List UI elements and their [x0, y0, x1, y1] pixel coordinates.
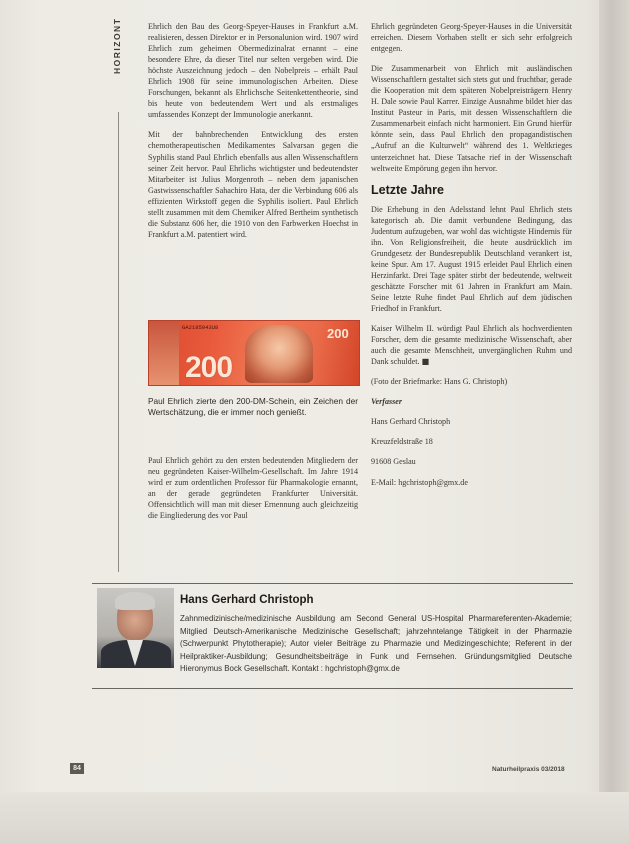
- author-email: E-Mail: hgchristoph@gmx.de: [371, 477, 468, 487]
- banknote-value: 200: [185, 351, 233, 384]
- banknote-value-corner: 200: [327, 326, 349, 341]
- photo-credit: (Foto der Briefmarke: Hans G. Christoph): [371, 377, 508, 387]
- paragraph: Die Zusammenarbeit von Ehrlich mit ausländischen Wissenschaftlern gestaltet sich stets gut und fruchtbar, gerade die Kooperation mit dem späteren Nobelpreisträgern Henry H. Dale sowie Paul Karrer. Einzige Ausnahme bildet hier das Institut Pasteur in Paris, mit dessen Wissenschaftlern die Zusammenarbeit einfach nicht harmoniert. Ein Grund hierfür könnte sein, dass Paul Ehrlich den propagandistischen „Aufruf an die Kulturwelt“ während des 1. Weltkrieges unterzeichnet hat. Diese Tatsache rief in der Wissenschaft weltweite Empörung gegen ihn hervor.: [371, 64, 572, 173]
- paragraph-text: Kaiser Wilhelm II. würdigt Paul Ehrlich als hochverdienten Forscher, dem die gesamte medizinische Wissenschaft, aber auch die gesamte Menschheit, unvergänglichen Ruhm und Dank schuldet.: [371, 324, 572, 367]
- bio-text: Zahnmedizinische/medizinische Ausbildung am Second General US-Hospital Pharmareferenten-Akademie; Mitglied Deutsch-Amerikanische Medizinische Gesellschaft; jahrzehntelange Tätigkeit in der Pharmazie (Schwerpunkt Phytotherapie); Autor vieler Beiträge zu Pharmazie und Medizingeschichte; Referent in der Heilpraktiker-Ausbildung; Gesundheitsbeiträge in Funk und Fernsehen. Gründungsmitglied Deutsche Hieronymus Bock Gesellschaft. Kontakt : hgchristoph@gmx.de: [180, 614, 572, 674]
- page-bottom-margin: [0, 792, 629, 843]
- image-caption: Paul Ehrlich zierte den 200-DM-Schein, ein Zeichen der Wertschätzung, die er immer noch genießt.: [148, 396, 358, 418]
- author-photo: [97, 588, 174, 668]
- article-column-right: [371, 21, 572, 497]
- article-column-left-continued: [148, 455, 358, 530]
- bio-rule-bottom: [92, 688, 573, 689]
- end-mark: ■: [421, 356, 430, 367]
- photo-hair: [115, 592, 155, 610]
- article-column-left: [148, 21, 358, 249]
- paragraph: Mit der bahnbrechenden Entwicklung des ersten chemotherapeutischen Medikamentes Salvarsan gegen die Syphilis stand Paul Ehrlich ebenfalls aus allen Wissenschaftlern seiner Zeit hervor. Paul Ehrlichs wichtigster und bedeutendster Mitarbeiter ist Julius Morgenroth – neben dem japanischen Gastwissenschaftler Sahachiro Hata, der die Verbindung 606 als effizienten Wirkstoff gegen die Syphilis isoliert. Paul Ehrlich stellt zusammen mit dem Chemiker Alfred Bertheim synthetisch die Substanz 606 her, die 1910 von den Farbwerken Hoechst in Frankfurt a.M. patentiert wird.: [148, 130, 358, 239]
- paragraph: Ehrlich gegründeten Georg-Speyer-Hauses in die Universität erreichen. Diesem Vorhaben stellt er sich sehr erfolgreich entgegen.: [371, 22, 572, 54]
- paragraph: Die Erhebung in den Adelsstand lehnt Paul Ehrlich stets kategorisch ab. Die damit verbundene Bedingung, das Judentum aufzugeben, war wohl das wichtigste Hindernis für ihn. Von Religionsfreiheit, die heute ausdrücklich im Grundgesetz der Bundesrepublik Deutschland verankert ist, keine Spur. Am 17. August 1915 erleidet Paul Ehrlich einen Herzinfarkt. Drei Tage später stirbt der bedeutende, weltweit geschätzte Forscher mit 61 Jahren in Frankfurt am Main. Seine letzte Ruhe findet Paul Ehrlich auf dem jüdischen Friedhof in Frankfurt.: [371, 204, 572, 314]
- banknote-serial: GA2185043U8: [182, 324, 219, 331]
- magazine-issue: Naturheilpraxis 03/2018: [492, 766, 565, 773]
- banknote-image: [148, 320, 360, 386]
- bio-name: Hans Gerhard Christoph: [180, 594, 314, 606]
- paragraph: [371, 323, 572, 367]
- bio-rule-top: [92, 583, 573, 584]
- section-heading: Letzte Jahre: [371, 182, 444, 197]
- section-rule: [118, 112, 119, 572]
- banknote-security-strip: [149, 321, 179, 385]
- banknote-portrait: [245, 325, 313, 383]
- author-street: Kreuzfeldstraße 18: [371, 437, 433, 447]
- author-city: 91608 Geslau: [371, 457, 416, 467]
- paragraph: Ehrlich den Bau des Georg-Speyer-Hauses in Frankfurt a.M. realisieren, dessen Direktor er in Personalunion wird. 1907 wird Ehrlich zum geheimen Obermedizinalrat ernannt – eine besondere Ehre, da dieser Titel nur selten vergeben wird. Die höchste Auszeichnung jedoch – den Nobelpreis – erhält Paul Ehrlich 1908 für seine immunologischen Arbeiten. Diese Forschungen, bekannt als Ehrlichsche Seitenkettentheorie, sind bis heute von bedeutendem Wert und als erstmaliges umfassendes Konzept der Immunologie anerkannt.: [148, 22, 358, 120]
- page-number: 84: [70, 763, 84, 774]
- page-fold-edge: [599, 0, 629, 843]
- author-name: Hans Gerhard Christoph: [371, 417, 451, 427]
- section-label: HORIZONT: [112, 18, 122, 75]
- paragraph: Paul Ehrlich gehört zu den ersten bedeutenden Mitgliedern der neu gegründeten Kaiser-Wilhelm-Gesellschaft. Im Jahre 1914 wird er zum ordentlichen Professor für Pharmakologie ernannt, an der gerade gegründeten Frankfurter Universität. Offensichtlich will man mit dieser Ernennung auch gleichzeitig die Eingliederung des vor Paul: [148, 456, 358, 521]
- author-label: Verfasser: [371, 397, 403, 407]
